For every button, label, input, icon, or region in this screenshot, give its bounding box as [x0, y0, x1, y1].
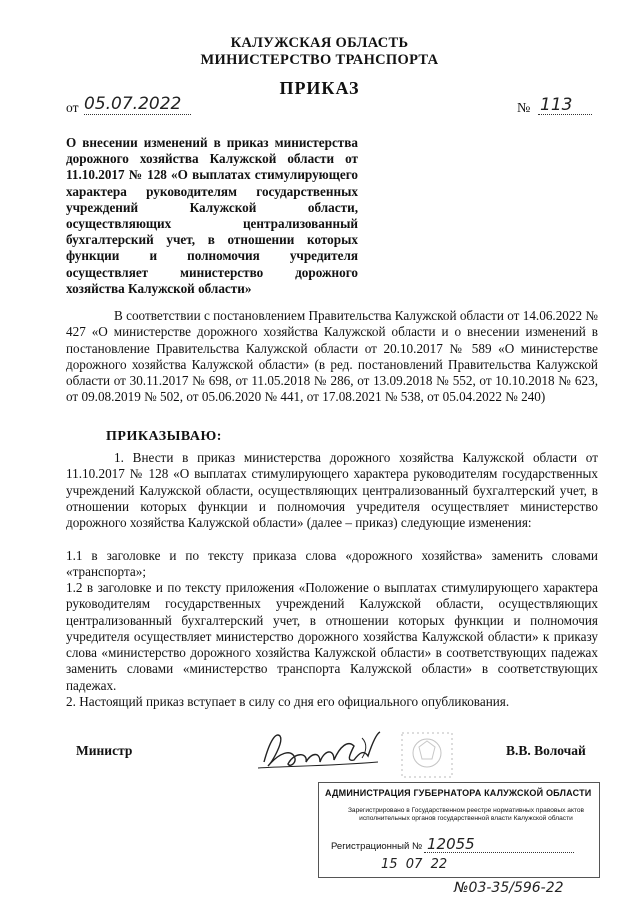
item-1-2: 1.2 в заголовке и по тексту приложения «Положение о выплатах стимулирующего характера руководителям государственных учреждений Калужской области, осуществляющих централизованный бухгалтерский учет, в отношении которых функции и полномочия учредителя осуществляет министерство дорожного хозяйства Калужской области» к приказу слова «министерство дорожного хозяйства Калужской области» в соответствующих падежах заменить словами «министерство транспорта Калужской области» в соответствующих падежах. [66, 580, 598, 693]
stamp-reg-number: 12055 [427, 835, 475, 853]
date-value: 05.07.2022 [84, 94, 182, 114]
ministry-heading: МИНИСТЕРСТВО ТРАНСПОРТА [200, 52, 439, 68]
signatory-position: Министр [76, 743, 133, 758]
order-word: ПРИКАЗЫВАЮ: [106, 429, 222, 444]
item-2: 2. Настоящий приказ вступает в силу со дня его официального опубликования. [66, 694, 510, 709]
date-prefix: от [66, 100, 79, 115]
preamble-paragraph: В соответствии с постановлением Правительства Калужской области от 14.06.2022 № 427 «О министерстве дорожного хозяйства Калужской области и о внесении изменений в постановление Правительства Калужской области от 20.10.2017 № 589 «О министерстве дорожного хозяйства Калужской области» (в ред. постановлений Правительства Калужской области от 30.11.2017 № 698, от 11.05.2018 № 286, от 13.09.2018 № 552, от 10.10.2018 № 623, от 09.08.2019 № 502, от 05.06.2020 № 441, от 17.08.2021 № 538, от 05.04.2022 № 240) [66, 308, 598, 405]
item-1: 1. Внести в приказ министерства дорожного хозяйства Калужской области от 11.10.2017 № 128 «О выплатах стимулирующего характера руководителям государственных учреждений Калужской области, осуществляющих централизованный бухгалтерский учет, в отношении которых функции и полномочия учредителя осуществляет министерство дорожного хозяйства Калужской области» (далее – приказ) следующие изменения: [66, 450, 598, 531]
region-heading: КАЛУЖСКАЯ ОБЛАСТЬ [230, 35, 409, 51]
date-underline [84, 114, 191, 115]
stamp-reg-label: Регистрационный № [331, 841, 423, 852]
stamp-text: Зарегистрировано в Государственном реестре нормативных правовых актов исполнительных органов государственной власти Калужской области [347, 807, 585, 822]
signatory-name: В.В. Волочай [506, 743, 586, 758]
number-underline [538, 114, 592, 115]
number-prefix: № [517, 101, 531, 116]
handwritten-signature [250, 722, 390, 780]
seal-impression [392, 725, 462, 785]
item-1-1: 1.1 в заголовке и по тексту приказа слова «дорожного хозяйства» заменить словами «транспорта»; [66, 548, 598, 580]
stamp-reg-date: 15 07 22 [381, 857, 448, 872]
registration-stamp [318, 782, 600, 878]
subject-block: О внесении изменений в приказ министерства дорожного хозяйства Калужской области от 11.10.2017 № 128 «О выплатах стимулирующего характера руководителям государственных учреждений Калужской области, осуществляющих централизованный бухгалтерский учет, в отношении которых функции и полномочия учредителя осуществляет министерство дорожного хозяйства Калужской области» [66, 135, 358, 296]
document-title: ПРИКАЗ [279, 78, 360, 98]
stamp-reg-underline [424, 852, 574, 853]
stamp-title: АДМИНИСТРАЦИЯ ГУБЕРНАТОРА КАЛУЖСКОЙ ОБЛАСТИ [325, 788, 592, 798]
handwritten-outgoing-number: №03-35/596-22 [454, 880, 564, 896]
number-value: 113 [540, 95, 573, 115]
